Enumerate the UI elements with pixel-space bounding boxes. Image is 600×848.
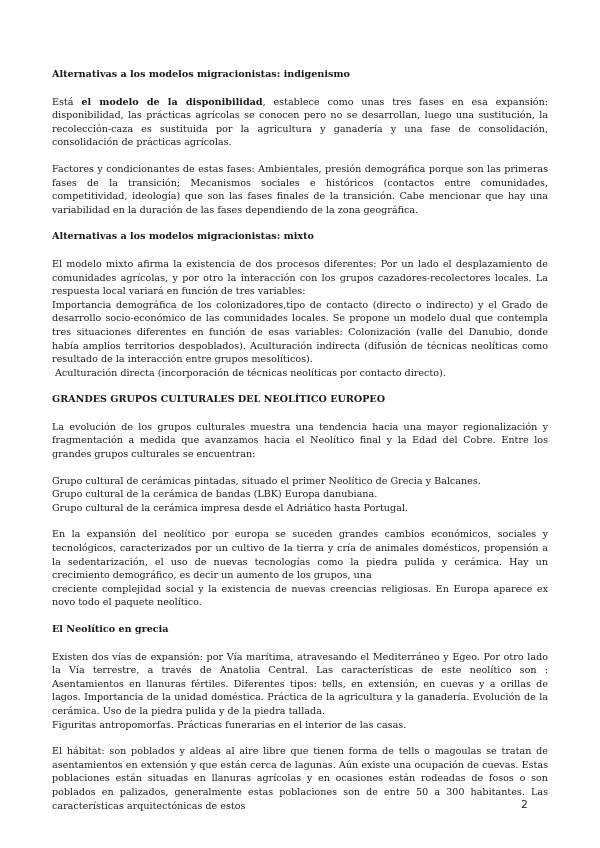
paragraph-vias: Existen dos vías de expansión: por Vía marítima, atravesando el Mediterráneo y Egeo. Por otro lado la Vía terrestre, a través de Anatolia Central. Las características de este neolítico son : Asentamientos en llanuras fértiles. Diferentes tipos: tells, en extensión, en cuevas y a orillas de lagos. Importancia de la unidad doméstica. Práctica de la agricultura y la ganadería. Evolución de la cerámica. Uso de la piedra pulida y de la piedra tallada. (52, 651, 548, 717)
paragraph-habitat: El hábitat: son poblados y aldeas al aire libre que tienen forma de tells o magoulas se tratan de asentamientos en extensión y que están cerca de lagunas. Aún existe una ocupación de cuevas. Estas poblaciones están situadas en llanuras agrícolas y en ocasiones están rodeadas de fosos o son poblados en palizados, generalmente estas poblaciones son de entre 50 a 300 habitantes. Las características arquitectónicas de estos (52, 746, 548, 812)
heading-grupos-culturales: GRANDES GRUPOS CULTURALES DEL NEOLÍTICO EUROPEO (52, 394, 386, 406)
paragraph-evolucion: La evolución de los grupos culturales muestra una tendencia hacia una mayor regionalización y fragmentación a medida que avanzamos hacia el Neolítico final y la Edad del Cobre. Entre los grandes grupos culturales se encuentran: (52, 421, 548, 461)
heading-indigenismo: Alternativas a los modelos migracionistas: indigenismo (52, 69, 350, 80)
list-item: Grupo cultural de la cerámica de bandas (LBK) Europa danubiana. (52, 489, 378, 501)
heading-grecia: El Neolítico en grecia (52, 624, 169, 635)
bold-term: el modelo de la disponibilidad (81, 96, 263, 108)
paragraph-figuritas: Figuritas antropomorfas. Prácticas funerarias en el interior de las casas. (52, 719, 407, 731)
paragraph-complejidad: creciente complejidad social y la existencia de nuevas creencias religiosas. En Europa aparece ex novo todo el paquete neolítico. (52, 583, 548, 609)
paragraph-mixto: El modelo mixto afirma la existencia de dos procesos diferentes: Por un lado el desplazamiento de comunidades agrícolas, y por otro la interacción con los grupos cazadores-recolectores locales. La respuesta local variará en función de tres variables: (52, 258, 548, 298)
paragraph-importancia: Importancia demográfica de los colonizadores,tipo de contacto (directo o indirecto) y el Grado de desarrollo socio-económico de las comunidades locales. Se propone un modelo dual que contempla tres situaciones diferentes en función de esas variables: Colonización (valle del Danubio, donde había amplios territorios despoblados). Aculturación indirecta (difusión de técnicas neolíticas como resultado de la interacción entre grupos mesolíticos). (52, 299, 548, 366)
paragraph-expansion: En la expansión del neolítico por europa se suceden grandes cambios económicos, sociales y tecnológicos, caracterizados por un cultivo de la tierra y cría de animales domésticos, propensión a la sedentarización, el uso de nuevas tecnologías como la piedra pulida y cerámica. Hay un crecimiento demográfico, es decir un aumento de los grupos, una (52, 529, 548, 582)
paragraph-aculturacion-directa: Aculturación directa (incorporación de técnicas neolíticas por contacto directo). (55, 367, 446, 379)
page-number: 2 (521, 798, 528, 811)
list-item: Grupo cultural de cerámicas pintadas, situado el primer Neolítico de Grecia y Balcanes. (52, 475, 481, 487)
heading-mixto: Alternativas a los modelos migracionistas: mixto (52, 231, 314, 243)
list-item: Grupo cultural de la cerámica impresa desde el Adriático hasta Portugal. (52, 502, 408, 514)
paragraph-factores: Factores y condicionantes de estas fases: Ambientales, presión demográfica porque son las primeras fases de la transición; Mecanismos sociales e históricos (contactos entre comunidades, competitividad, ideología) que son las fases finales de la transición. Cabe mencionar que hay una variabilidad en la duración de las fases dependiendo de la zona geográfica. (52, 163, 548, 216)
paragraph-disponibilidad: Está el modelo de la disponibilidad, establece como unas tres fases en esa expansión: disponibilidad, las prácticas agrícolas se conocen pero no se desarrollan, luego una sustitución, la recolección-caza es sustituida por la agricultura y ganadería y una fase de consolidación, consolidación de prácticas agrícolas. (52, 96, 548, 149)
page-content (52, 68, 548, 813)
